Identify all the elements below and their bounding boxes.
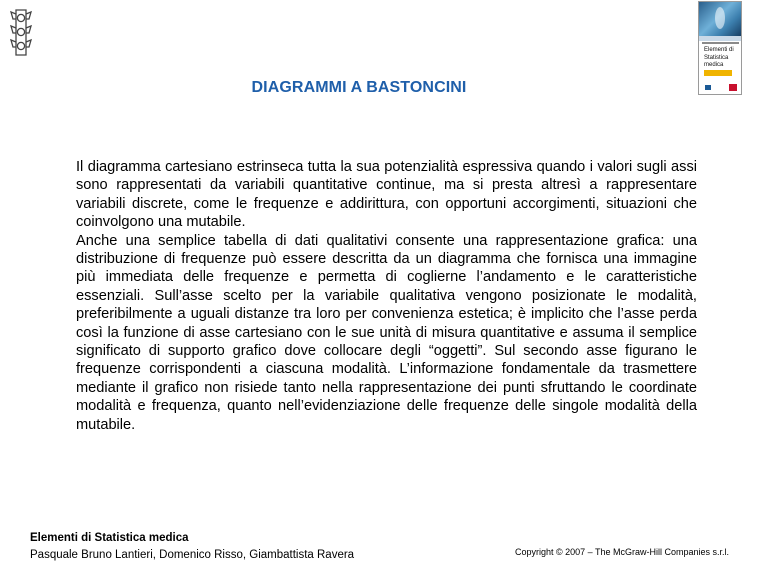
slide-title: DIAGRAMMI A BASTONCINI bbox=[251, 79, 467, 96]
body-paragraph-2: Anche una semplice tabella di dati qualitativi consente una rappresentazione grafica: una distribuzione di frequenze può essere descritta da un diagramma che fornisca una immagine più immediata delle frequenze e permetta di coglierne l’andamento e le caratteristiche essenziali. Sull’asse scelto per la variabile qualitativa vengono posizionate le modalità, preferibilmente a uguali distanze tra loro per convenienza estetica; è implicito che l’asse perda così la funzione di asse cartesiano con le sue unità di misura quantitative e assuma il semplice significato di supporto grafico dove collocare degli “oggetti”. Sul secondo asse figurano le frequenze corrispondenti a ciascuna modalità. L’informazione fondamentale da trasmettere mediante il grafico non risiede tanto nella rappresentazione dei punti sfruttando le coordinate modalità e frequenza, quanto nell’evidenziazione delle frequenze delle singole modalità della mutabile. bbox=[76, 232, 697, 433]
traffic-light-logo-icon bbox=[8, 8, 34, 58]
book-cover-line-1: Elementi di bbox=[704, 47, 734, 53]
book-cover-band bbox=[704, 70, 732, 76]
book-cover-line-2: Statistica bbox=[704, 55, 729, 61]
book-cover-strip bbox=[699, 36, 741, 41]
book-cover-line-3: medica bbox=[704, 62, 724, 68]
body-paragraph-1: Il diagramma cartesiano estrinseca tutta la sua potenzialità espressiva quando i valori sugli assi sono rappresentati da variabili quantitative continue, ma si presta altresì a rappresentare variabili discrete, come le frequenze e addirittura, con opportuni accorgimenti, situazioni che coinvolgono una mutabile. bbox=[76, 159, 697, 231]
footer-book-title: Elementi di Statistica medica bbox=[30, 532, 189, 544]
publisher-logo-icon bbox=[729, 84, 737, 91]
book-cover-art bbox=[699, 2, 741, 36]
footer-authors: Pasquale Bruno Lantieri, Domenico Risso, Giambattista Ravera bbox=[30, 549, 355, 561]
footer-copyright: Copyright © 2007 – The McGraw-Hill Companies s.r.l. bbox=[515, 547, 730, 557]
book-series-line bbox=[702, 42, 739, 44]
slide-body bbox=[76, 158, 697, 434]
